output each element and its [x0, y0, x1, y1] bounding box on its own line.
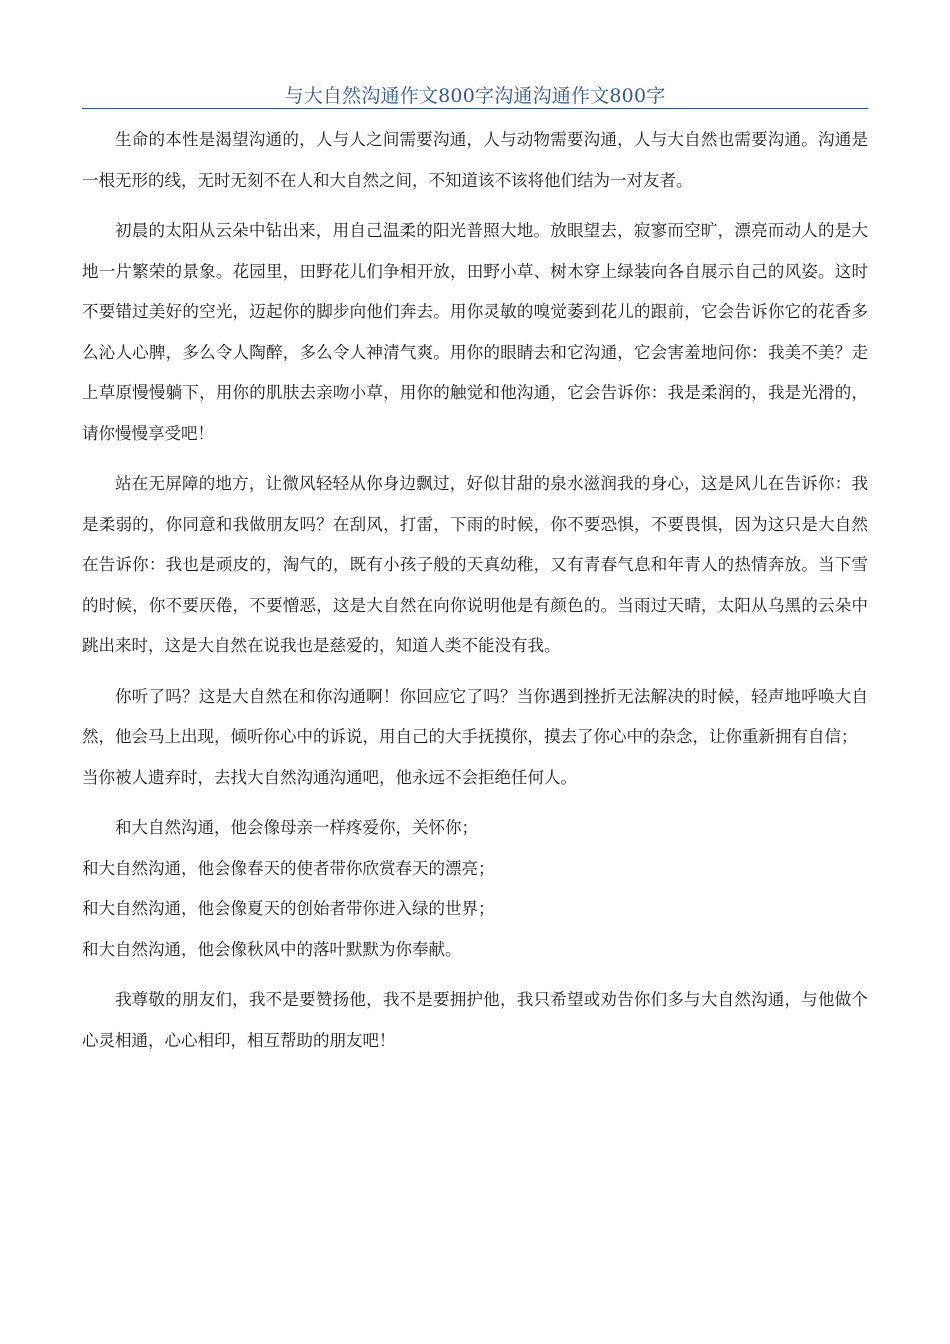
paragraph-conclusion: 我尊敬的朋友们，我不是要赞扬他，我不是要拥护他，我只希望或劝告你们多与大自然沟通，与他做个心灵相通，心心相印，相互帮助的朋友吧！ [82, 990, 868, 1050]
paragraph-wind: 站在无屏障的地方，让微风轻轻从你身边飘过，好似甘甜的泉水滋润我的身心，这是风儿在告诉你：我是柔弱的，你同意和我做朋友吗？在刮风，打雷，下雨的时候，你不要恐惧，不要畏惧，因为这只是大自然在告诉你：我也是顽皮的，淘气的，既有小孩子般的天真幼稚，又有青春气息和年青人的热情奔放。当下雪的时候，你不要厌倦，不要憎恶，这是大自然在向你说明他是有颜色的。当雨过天晴，太阳从乌黑的云朵中跳出来时，这是大自然在说我也是慈爱的，知道人类不能没有我。 [82, 474, 868, 655]
paragraph-summer: 和大自然沟通，他会像夏天的创始者带你进入绿的世界； [82, 899, 495, 918]
paragraph-morning: 初晨的太阳从云朵中钻出来，用自己温柔的阳光普照大地。放眼望去，寂寥而空旷，漂亮而动人的是大地一片繁荣的景象。花园里，田野花儿们争相开放，田野小草、树木穿上绿装向各自展示自己的风姿。这时不要错过美好的空光，迈起你的脚步向他们奔去。用你灵敏的嗅觉萎到花儿的跟前，它会告诉你它的花香多么沁人心脾，多么令人陶醉，多么令人神清气爽。用你的眼睛去和它沟通，它会害羞地问你：我美不美？走上草原慢慢躺下，用你的肌肤去亲吻小草，用你的触觉和他沟通，它会告诉你：我是柔润的，我是光滑的，请你慢慢享受吧！ [82, 221, 868, 443]
paragraph-intro: 生命的本性是渴望沟通的，人与人之间需要沟通，人与动物需要沟通，人与大自然也需要沟通。沟通是一根无形的线，无时无刻不在人和大自然之间，不知道该不该将他们结为一对友者。 [82, 130, 868, 190]
paragraph-spring: 和大自然沟通，他会像春天的使者带你欣赏春天的漂亮； [82, 858, 495, 878]
paragraph-listen: 你听了吗？这是大自然在和你沟通啊！你回应它了吗？当你遇到挫折无法解决的时候，轻声地呼唤大自然，他会马上出现，倾听你心中的诉说，用自己的大手抚摸你，摸去了你心中的杂念，让你重新拥有自信； [82, 686, 868, 746]
article-body [82, 120, 868, 1071]
paragraph-mother: 和大自然沟通，他会像母亲一样疼爱你，关怀你； [115, 818, 478, 837]
document-title: 与大自然沟通作文800字沟通沟通作文800字 [284, 85, 666, 107]
paragraph-abandoned: 当你被人遗弃时，去找大自然沟通沟通吧，他永远不会拒绝任何人。 [82, 767, 577, 787]
page-header [82, 84, 868, 109]
paragraph-autumn: 和大自然沟通，他会像秋风中的落叶默默为你奉献。 [82, 939, 462, 959]
